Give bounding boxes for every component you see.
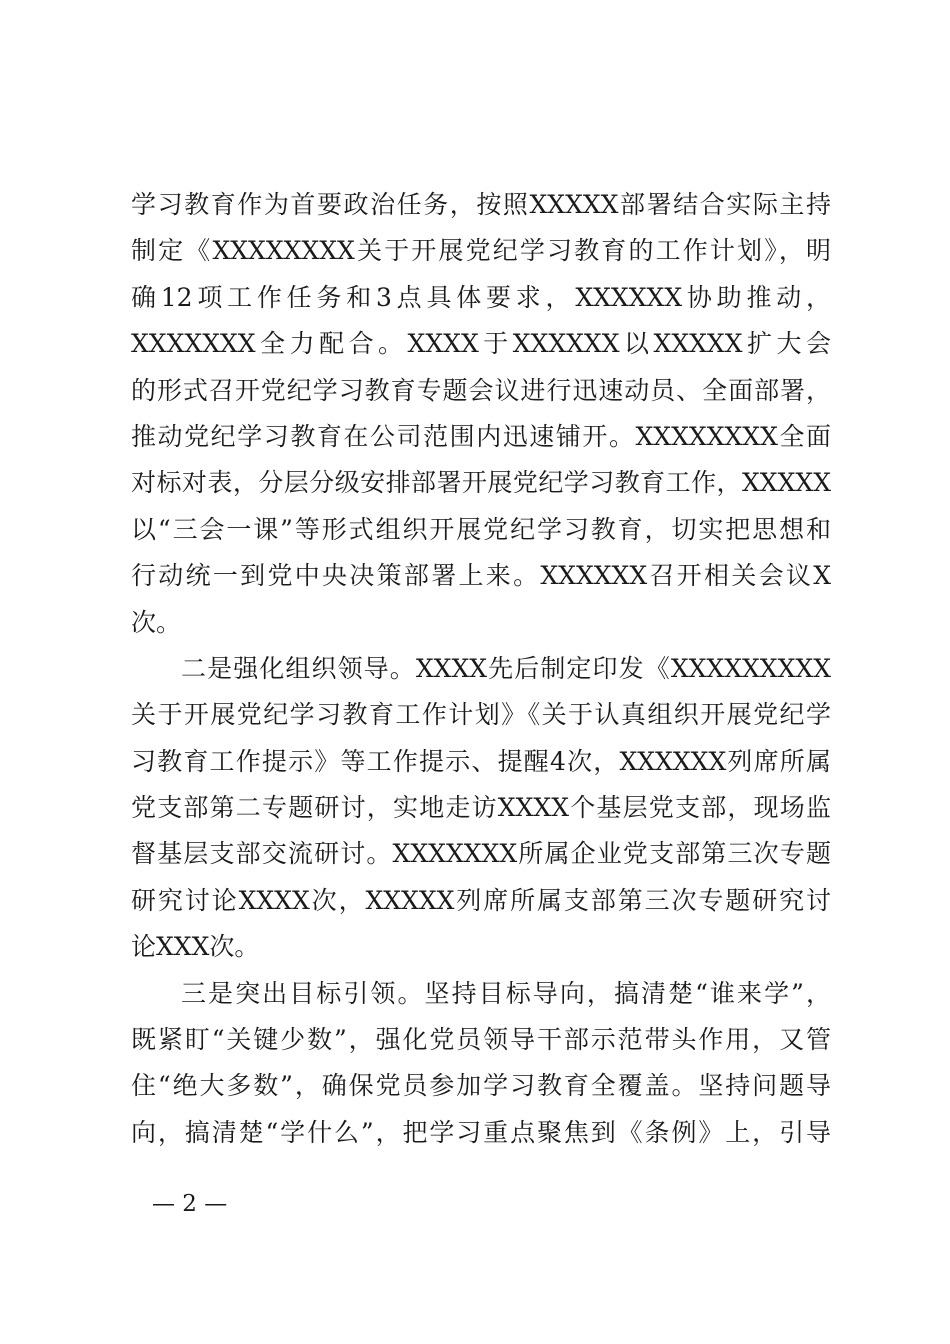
- text-line: 推动党纪学习教育在公司范围内迅速铺开。XXXXXXXX全面: [131, 421, 831, 451]
- text-line: 次。: [131, 607, 182, 637]
- text-line: 行动统一到党中央决策部署上来。XXXXXX召开相关会议X: [131, 561, 831, 591]
- text-line: 党支部第二专题研讨，实地走访XXXX个基层党支部，现场监: [131, 793, 831, 823]
- text-line: 论XXX次。: [131, 932, 260, 962]
- text-line: 三是突出目标引领。坚持目标导向，搞清楚“谁来学”，: [181, 978, 831, 1008]
- text-line: 向，搞清楚“学什么”，把学习重点聚焦到《条例》上，引导: [131, 1117, 831, 1147]
- text-line: 住“绝大多数”，确保党员参加学习教育全覆盖。坚持问题导: [131, 1071, 831, 1101]
- text-line: 研究讨论XXXX次，XXXXX列席所属支部第三次专题研究讨: [131, 885, 831, 915]
- text-line: 对标对表，分层分级安排部署开展党纪学习教育工作，XXXXX: [131, 468, 831, 498]
- text-line: 督基层支部交流研讨。XXXXXXX所属企业党支部第三次专题: [131, 839, 831, 869]
- text-line: 关于开展党纪学习教育工作计划》《关于认真组织开展党纪学: [131, 700, 831, 730]
- text-line: 习教育工作提示》等工作提示、提醒4次，XXXXXX列席所属: [131, 746, 831, 776]
- text-line: 以“三会一课”等形式组织开展党纪学习教育，切实把思想和: [131, 514, 831, 544]
- text-line: 确12项工作任务和3点具体要求，XXXXXX协助推动，: [131, 282, 831, 312]
- text-line: 学习教育作为首要政治任务，按照XXXXX部署结合实际主持: [131, 190, 831, 219]
- body-text: [131, 182, 831, 1156]
- text-line: 的形式召开党纪学习教育专题会议进行迅速动员、全面部署，: [131, 375, 831, 405]
- page-number: — 2 —: [152, 1191, 228, 1217]
- text-line: 二是强化组织领导。XXXX先后制定印发《XXXXXXXXX: [181, 653, 831, 683]
- text-line: XXXXXXX全力配合。XXXX于XXXXXX以XXXXX扩大会: [131, 329, 831, 359]
- text-line: 制定《XXXXXXXX关于开展党纪学习教育的工作计划》，明: [131, 236, 831, 266]
- text-line: 既紧盯“关键少数”，强化党员领导干部示范带头作用，又管: [131, 1025, 831, 1055]
